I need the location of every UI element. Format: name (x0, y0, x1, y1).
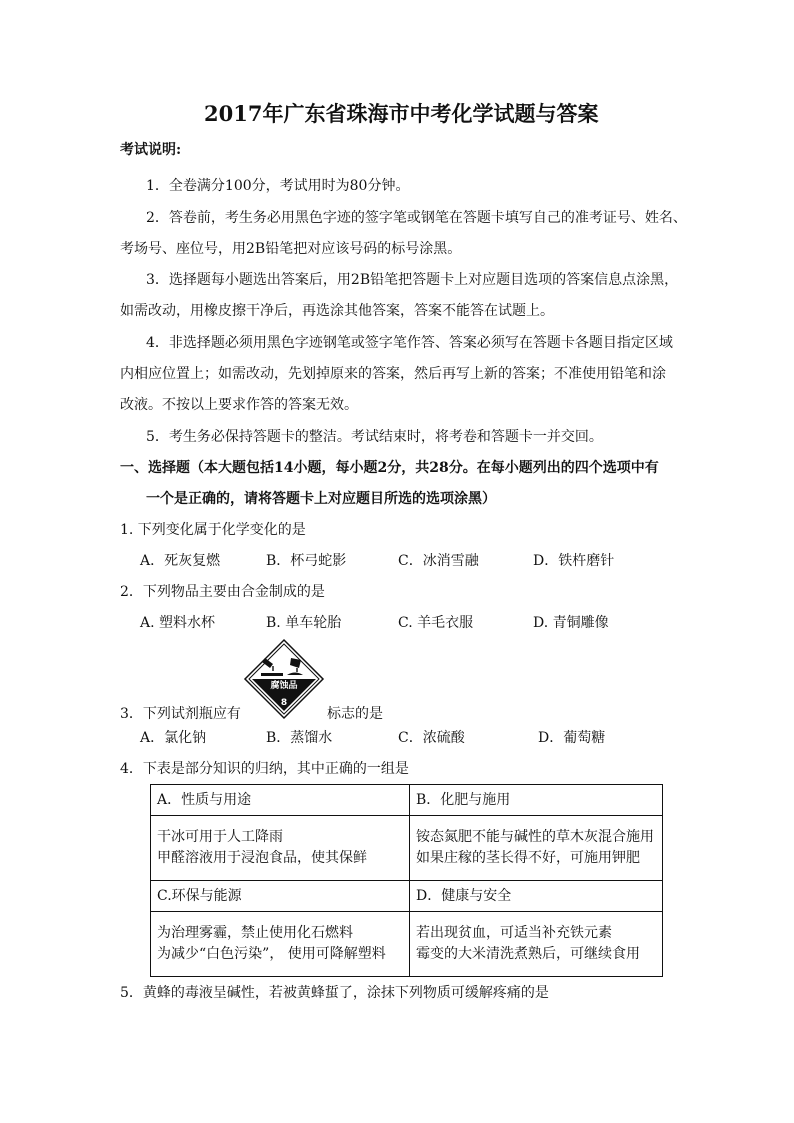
section-1-heading-line-2: 一个是正确的，请将答题卡上对应题目所选的选项涂黑） (146, 491, 496, 507)
question-3-option-b: B．蒸馏水 (266, 730, 333, 746)
question-1-option-b: B．杯弓蛇影 (266, 553, 347, 569)
question-2-stem: 2．下列物品主要由合金制成的是 (120, 584, 325, 600)
table-cell-c-content (151, 912, 410, 977)
corrosive-hazard-sign (243, 638, 325, 720)
sign-class-number: 8 (280, 698, 288, 708)
table-cell-a-line-1: 干冰可用于人工降雨 (157, 829, 283, 845)
table-row (151, 912, 663, 977)
knowledge-summary-table (150, 784, 663, 977)
table-cell-c-heading: C.环保与能源 (151, 881, 410, 912)
question-3-option-c: C．浓硫酸 (398, 730, 465, 746)
table-cell-d-line-2: 霉变的大米清洗煮熟后，可继续食用 (416, 946, 640, 962)
page-title: 2017年广东省珠海市中考化学试题与答案 (204, 101, 599, 126)
question-3-option-a: A．氯化钠 (140, 730, 207, 746)
instructions-heading: 考试说明: (120, 142, 182, 158)
section-1-heading-line-1: 一、选择题（本大题包括14小题，每小题2分，共28分。在每小题列出的四个选项中有 (120, 460, 659, 476)
sign-label: 腐蚀品 (270, 681, 298, 691)
question-2-option-b: B. 单车轮胎 (266, 615, 342, 631)
table-cell-d-heading: D．健康与安全 (410, 881, 663, 912)
table-cell-d-content (410, 912, 663, 977)
question-1-option-a: A．死灰复燃 (140, 553, 221, 569)
instruction-4-line-1: 4．非选择题必须用黑色字迹钢笔或签字笔作答、答案必须写在答题卡各题目指定区域 (146, 335, 673, 351)
question-2-option-a: A. 塑料水杯 (140, 615, 216, 631)
instruction-2-line-1: 2．答卷前，考生务必用黑色字迹的签字笔或钢笔在答题卡填写自己的准考证号、姓名、 (146, 210, 687, 226)
table-row (151, 785, 663, 816)
table-cell-b-line-2: 如果庄稼的茎长得不好，可施用钾肥 (416, 850, 640, 866)
instruction-1: 1．全卷满分100分，考试用时为80分钟。 (146, 178, 410, 194)
table-cell-b-line-1: 铵态氮肥不能与碱性的草木灰混合施用 (416, 829, 654, 845)
question-2-option-c: C. 羊毛衣服 (398, 615, 474, 631)
table-cell-b-content (410, 816, 663, 881)
table-cell-c-line-2: 为减少“白色污染”， 使用可降解塑料 (157, 946, 386, 962)
question-2-option-d: D. 青铜雕像 (533, 615, 609, 631)
question-3-option-d: D．葡萄糖 (538, 730, 606, 746)
question-5-stem: 5．黄蜂的毒液呈碱性，若被黄蜂蜇了，涂抹下列物质可缓解疼痛的是 (120, 985, 549, 1001)
table-cell-c-line-1: 为治理雾霾，禁止使用化石燃料 (157, 925, 353, 941)
table-cell-a-content (151, 816, 410, 881)
instruction-5: 5．考生务必保持答题卡的整洁。考试结束时，将考卷和答题卡一并交回。 (146, 429, 603, 445)
instruction-3-line-2: 如需改动，用橡皮擦干净后，再选涂其他答案，答案不能答在试题上。 (120, 303, 554, 319)
table-row (151, 816, 663, 881)
table-cell-b-heading: B．化肥与施用 (410, 785, 663, 816)
table-cell-a-line-2: 甲醛溶液用于浸泡食品，使其保鲜 (157, 850, 367, 866)
instruction-3-line-1: 3．选择题每小题选出答案后，用2B铅笔把答题卡上对应题目选项的答案信息点涂黑， (146, 272, 679, 288)
question-3-stem-start: 3．下列试剂瓶应有 (120, 706, 241, 722)
question-4-stem: 4．下表是部分知识的归纳，其中正确的一组是 (120, 761, 409, 777)
instruction-2-line-2: 考场号、座位号，用2B铅笔把对应该号码的标号涂黑。 (120, 241, 462, 257)
table-row (151, 881, 663, 912)
question-1-stem: 1. 下列变化属于化学变化的是 (120, 522, 306, 538)
question-1-option-c: C．冰消雪融 (398, 553, 479, 569)
table-cell-d-line-1: 若出现贫血，可适当补充铁元素 (416, 925, 612, 941)
instruction-4-line-3: 改液。不按以上要求作答的答案无效。 (120, 397, 358, 413)
instruction-4-line-2: 内相应位置上；如需改动，先划掉原来的答案，然后再写上新的答案；不准使用铅笔和涂 (120, 366, 666, 382)
table-cell-a-heading: A．性质与用途 (151, 785, 410, 816)
question-3-stem-end: 标志的是 (327, 706, 383, 722)
question-1-option-d: D．铁杵磨针 (533, 553, 615, 569)
